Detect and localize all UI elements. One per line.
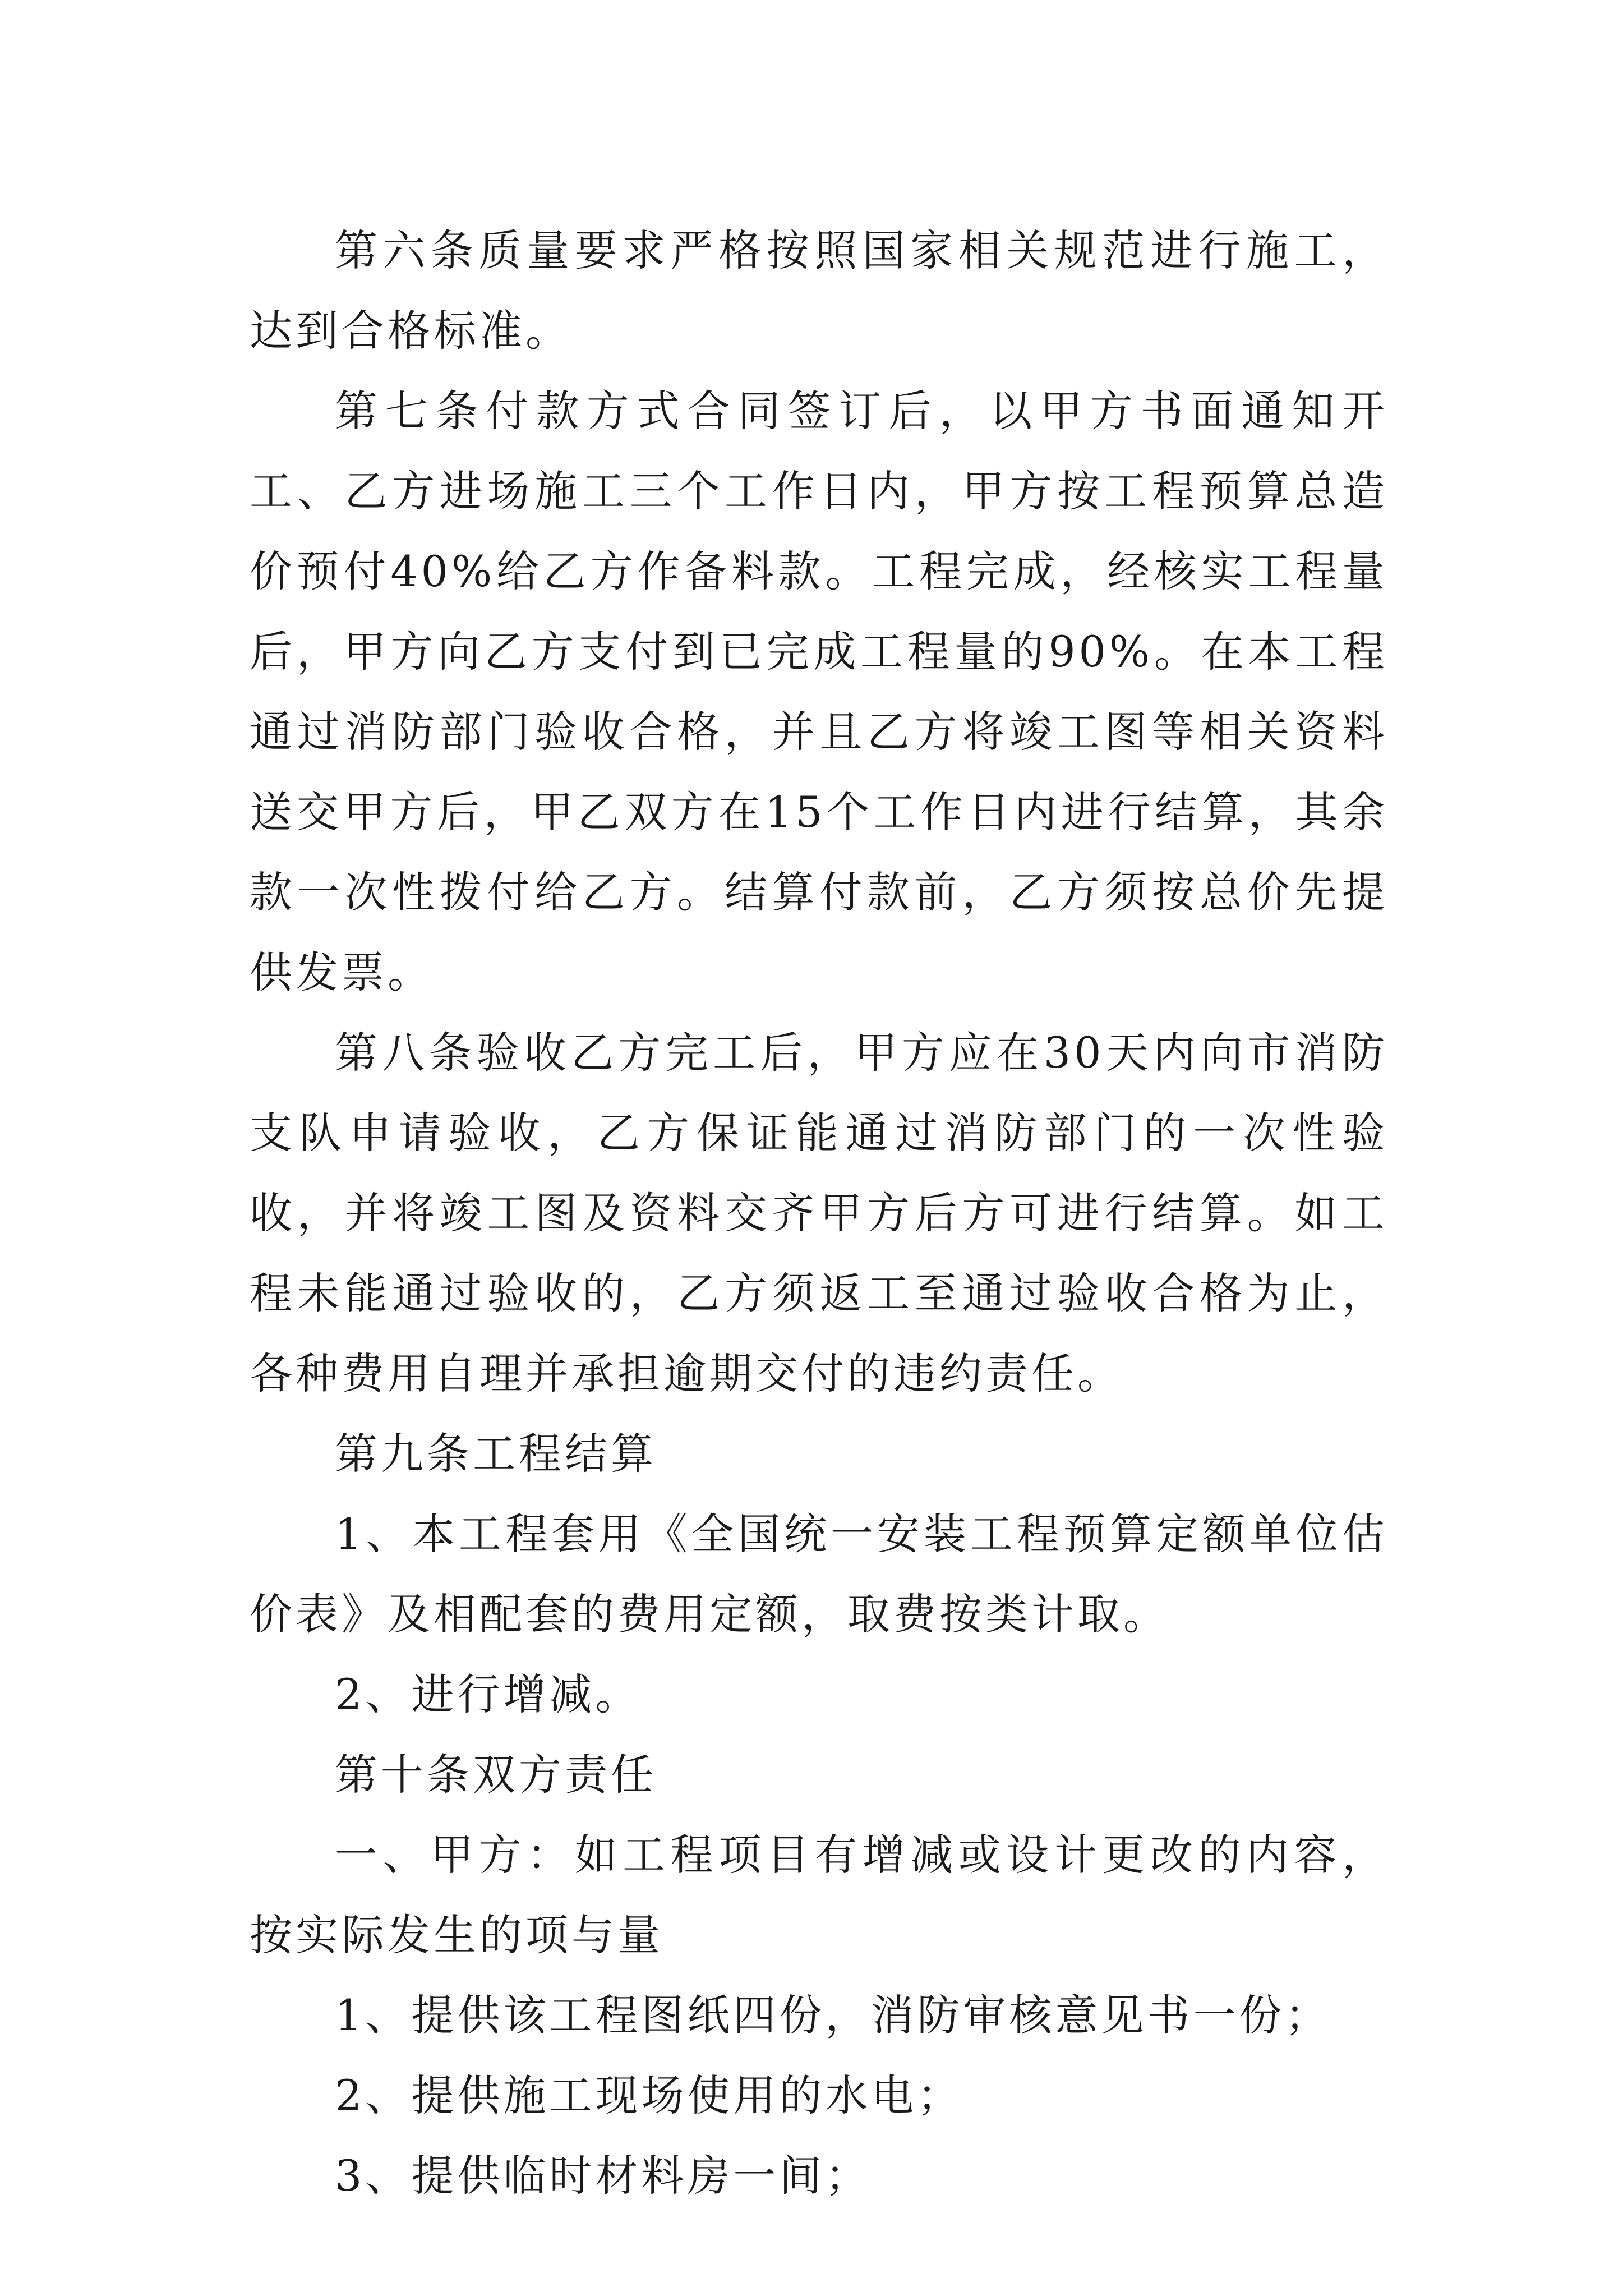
- paragraph-party-a-item-1: 1、提供该工程图纸四份，消防审核意见书一份；: [335, 1990, 1331, 2040]
- paragraph-article-10-heading: 第十条双方责任: [335, 1750, 657, 1800]
- paragraph-article-7: 第七条付款方式合同签订后，以甲方书面通知开工、乙方进场施工三个工作日内，甲方按工程预算总造价预付40%给乙方作备料款。工程完成，经核实工程量后，甲方向乙方支付到已完成工程量的90%。在本工程通过消防部门验收合格，并且乙方将竣工图等相关资料送交甲方后，甲乙双方在15个工作日内进行结算，其余款一次性拨付给乙方。结算付款前，乙方须按总价先提供发票。: [250, 386, 1388, 997]
- document-body: [250, 210, 1388, 2216]
- paragraph-article-9-heading: 第九条工程结算: [335, 1429, 657, 1479]
- paragraph-article-6: 第六条质量要求严格按照国家相关规范进行施工，达到合格标准。: [250, 226, 1388, 356]
- paragraph-article-9-item-1: 1、本工程套用《全国统一安装工程预算定额单位估价表》及相配套的费用定额，取费按类计取。: [250, 1509, 1388, 1639]
- paragraph-article-8: 第八条验收乙方完工后，甲方应在30天内向市消防支队申请验收，乙方保证能通过消防部门的一次性验收，并将竣工图及资料交齐甲方后方可进行结算。如工程未能通过验收的，乙方须返工至通过验收合格为止，各种费用自理并承担逾期交付的违约责任。: [250, 1028, 1388, 1398]
- paragraph-party-a: 一、甲方：如工程项目有增减或设计更改的内容，按实际发生的项与量: [250, 1830, 1388, 1960]
- paragraph-article-9-item-2: 2、进行增减。: [335, 1669, 642, 1719]
- paragraph-party-a-item-3: 3、提供临时材料房一间；: [335, 2151, 872, 2201]
- paragraph-party-a-item-2: 2、提供施工现场使用的水电；: [335, 2070, 963, 2120]
